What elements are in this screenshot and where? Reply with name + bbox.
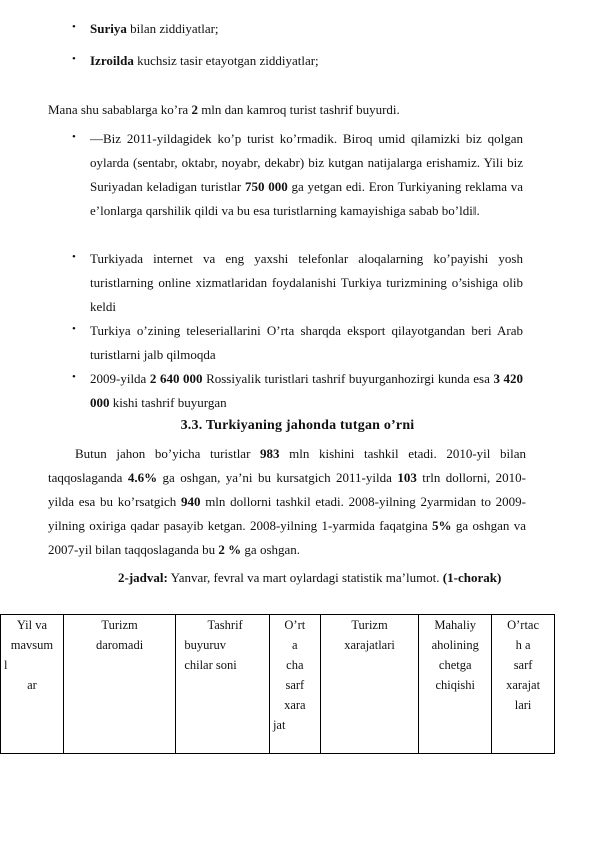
- list-item-text: kuchsiz tasir etayotgan ziddiyatlar;: [133, 53, 319, 68]
- header-cell-avg-spend: O’rt a cha sarf xara jat: [269, 615, 320, 754]
- summary-line: Mana shu sabablarga ko’ra 2 mln dan kamroq turist tashrif buyurdi.: [48, 102, 400, 117]
- body-paragraph: Butun jahon bo’yicha turistlar 983 mln kishini tashkil etadi. 2010-yil bilan taqqoslaganda 4.6% ga oshgan, ya’ni bu kursatgich 2011-yilda 103 trln dollorni, 2010-yilda esa bu ko’rsatgich 940 mln dollorni tashkil etadi. 2008-yilning 2yarmidan to 2009-yilning oxiriga qadar pasayib ketgan. 2008-yilning 1-yarmida faqatgina 5% ga oshgan va 2007-yil bilan taqqoslaganda bu 2 % ga oshgan.: [48, 446, 527, 557]
- list-item-text: bilan ziddiyatlar;: [126, 21, 219, 36]
- list-item-suriya: [90, 17, 523, 41]
- bold-term: Suriya: [90, 21, 127, 36]
- header-cell-expenses: Turizm xarajatlari: [320, 615, 419, 754]
- header-cell-visitors: Tashrif buyuruv chilar soni: [176, 615, 270, 754]
- statistics-table: [0, 614, 555, 754]
- header-cell-outbound: Mahaliy aholining chetga chiqishi: [419, 615, 492, 754]
- bullet-marker: •: [72, 131, 76, 143]
- header-cell-year: Yil va mavsum l ar: [1, 615, 64, 754]
- list-item-izroil: [90, 49, 523, 73]
- bullet-marker: •: [72, 21, 76, 33]
- bullet-marker: •: [72, 371, 76, 383]
- list-item-teleserial: Turkiya o’zining teleseriallarini O’rta sharqda eksport qilayotgandan beri Arab turistlarni jalb qilmoqda: [90, 323, 523, 362]
- bullet-marker: •: [72, 53, 76, 65]
- list-item-internet: Turkiyada internet va eng yaxshi telefonlar aloqalarning ko’payishi yosh turistlarning online xizmatlaridan foydalanishi Turkiya turizmining o’sishiga olib keldi: [90, 251, 523, 314]
- bold-term: Izroilda: [90, 53, 134, 68]
- header-cell-avg-expenses: O’rtac h a sarf xarajat lari: [492, 615, 555, 754]
- bullet-marker: •: [72, 251, 76, 263]
- table-header-row: [1, 615, 555, 754]
- table-caption: 2-jadval: Yanvar, fevral va mart oylardagi statistik ma’lumot. (1-chorak): [118, 570, 502, 585]
- header-cell-income: Turizm daromadi: [63, 615, 175, 754]
- section-heading: 3.3. Turkiyaning jahonda tutgan o’rni: [180, 418, 415, 433]
- list-item-quote: ―Biz 2011-yildagidek ko’p turist ko’rmadik. Biroq umid qilamizki biz qolgan oylarda (sentabr, oktabr, noyabr, dekabr) biz kutgan natijalarga erishamiz. Yili biz Suriyadan keladigan turistlar 750 000 ga yetgan edi. Eron Turkiyaning reklama va e’lonlarga qarshilik qildi va bu esa turistlarning kamayishiga sabab bo’ldi‖.: [90, 131, 524, 218]
- list-item-russia: 2009-yilda 2 640 000 Rossiyalik turistlari tashrif buyurganhozirgi kunda esa 3 420 000 kishi tashrif buyurgan: [90, 371, 523, 410]
- bullet-marker: •: [72, 323, 76, 335]
